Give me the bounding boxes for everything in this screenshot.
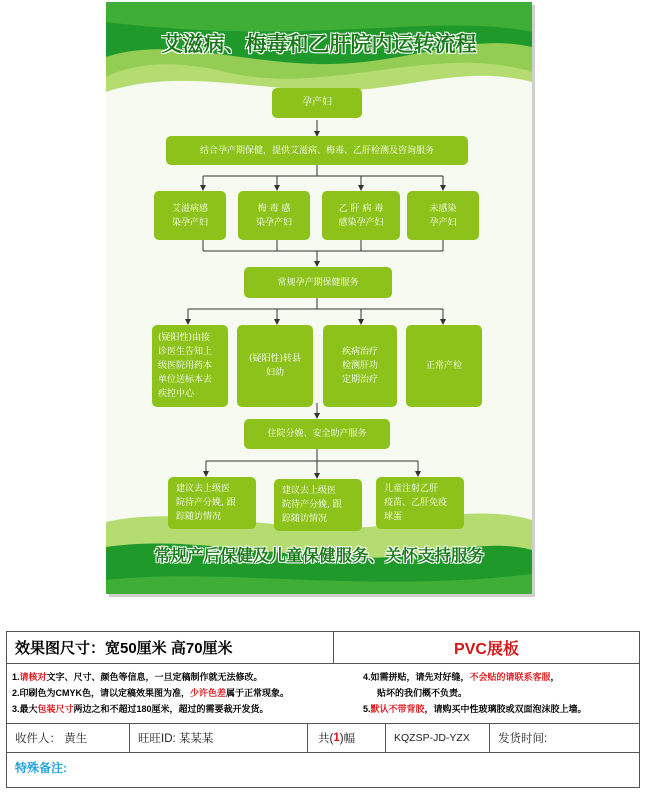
panel-count: 共( 1 )幅: [308, 724, 386, 752]
special-note: 特殊备注:: [15, 761, 67, 775]
node-positive-report: (疑阳性)由接 诊医生告知上 级医院用药本 单位送标本去 疾控中心: [152, 325, 228, 407]
node-uninfected: 未感染 孕产妇: [407, 191, 479, 240]
size-label: 效果图尺寸：宽50厘米 高70厘米: [7, 632, 334, 663]
node-followup-2: 建议去上级医 院待产分娩, 跟 踪随访情况: [274, 479, 362, 531]
note-3: 3.最大包装尺寸两边之和不超过180厘米，超过的需要裁开发货。: [12, 704, 269, 714]
node-pregnant: 孕产妇: [272, 88, 362, 118]
product-type: PVC展板: [454, 641, 519, 658]
info-row-recipient: [7, 724, 639, 753]
info-row-special: [7, 753, 639, 787]
notes-right: [363, 664, 641, 723]
node-hepb-infected: 乙 肝 病 毒 感染孕产妇: [322, 191, 400, 240]
node-child-vaccine: 儿童注射乙肝 疫苗、乙肝免疫 球蛋: [376, 477, 464, 529]
node-delivery: 住院分娩、安全助产服务: [244, 419, 390, 449]
wangwang-id: 旺旺ID: 某某某: [130, 724, 308, 752]
notes-left: [7, 664, 357, 723]
note-5: 5.默认不带背胶，请购买中性玻璃胶或双面泡沫胶上墙。: [363, 704, 587, 714]
node-testing-service: 结合孕产期保健，提供艾滋病、梅毒、乙肝检测及咨询服务: [166, 136, 468, 165]
note-4: 4.如需拼贴，请先对好缝，不会贴的请联系客服，: [363, 672, 560, 682]
poster: [106, 2, 532, 594]
note-2: 2.印刷色为CMYK色，请以定稿效果图为准，少许色差属于正常现象。: [12, 688, 290, 698]
node-followup-1: 建议去上级医 院待产分娩, 跟 踪随访情况: [168, 477, 256, 529]
node-routine-care: 常规孕产期保健服务: [244, 267, 392, 298]
order-info-table: [6, 631, 640, 788]
node-treatment: 疾病治疗 检测肝功 定期治疗: [323, 325, 397, 407]
ship-time: 发货时间:: [498, 733, 548, 745]
note-4-cont: 贴坏的我们概不负责。: [377, 688, 468, 698]
node-normal-checkup: 正常产检: [406, 325, 482, 407]
recipient: 收件人： 黄生: [7, 724, 130, 752]
info-row-notes: [7, 664, 639, 724]
node-aids-infected: 艾滋病感 染孕产妇: [154, 191, 226, 240]
poster-bottom-text: 常规产后保健及儿童保健服务、关怀支持服务: [154, 546, 484, 565]
node-syphilis-infected: 梅 毒 感 染孕产妇: [238, 191, 310, 240]
note-1: 1.请核对文字、尺寸、颜色等信息，一旦定稿制作就无法修改。: [12, 672, 263, 682]
poster-title: 艾滋病、梅毒和乙肝院内运转流程: [161, 32, 477, 56]
info-row-size: [7, 632, 639, 664]
node-positive-transfer: (疑阳性)转县 妇幼: [237, 325, 313, 407]
product-code: KQZSP-JD-YZX: [386, 724, 490, 752]
